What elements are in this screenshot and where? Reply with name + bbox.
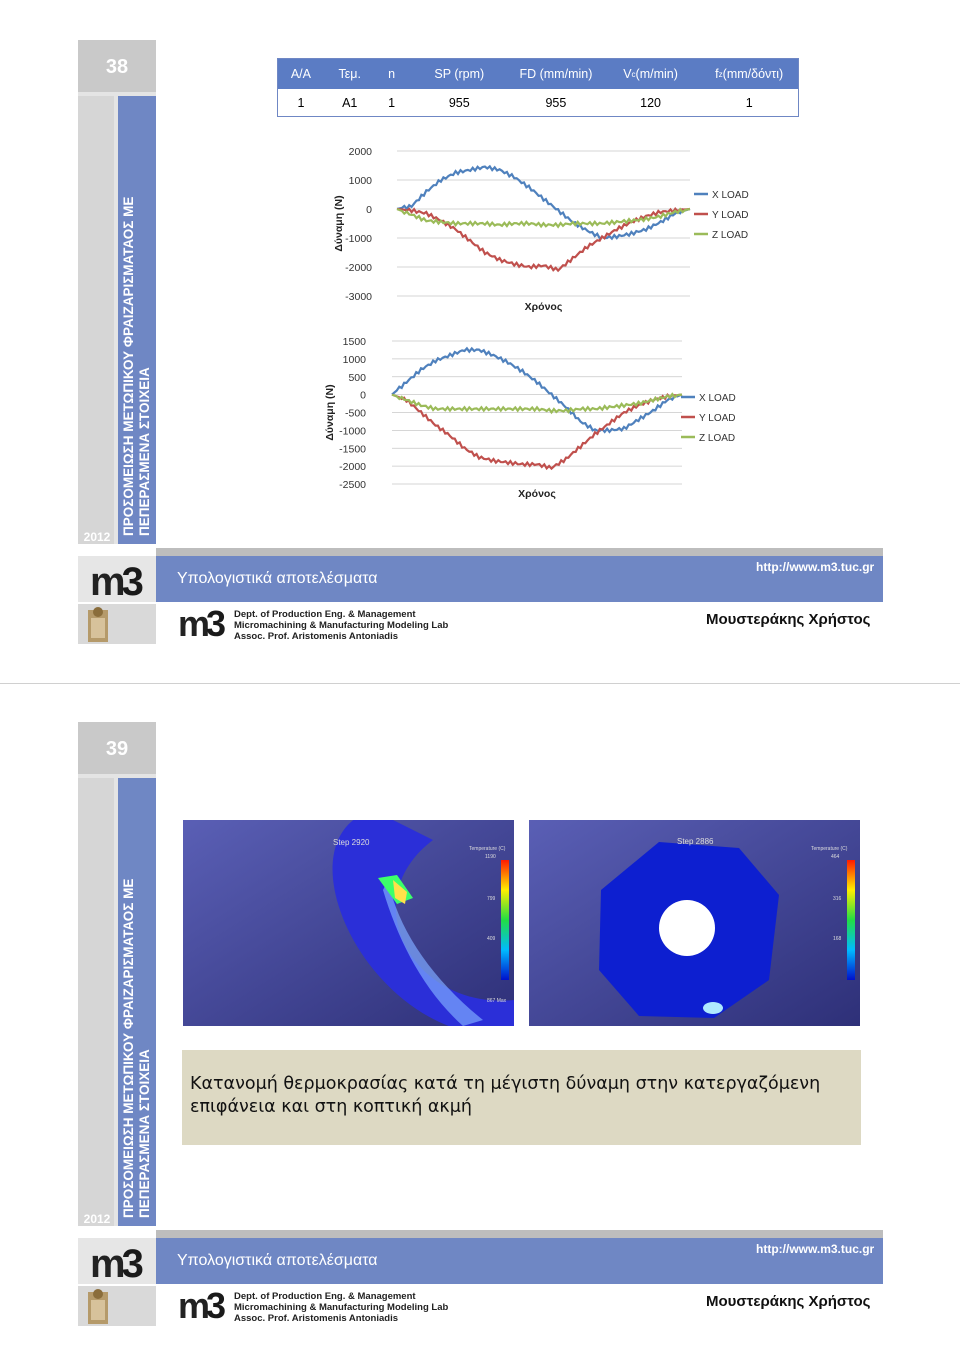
workpiece-temperature-icon: [183, 820, 514, 1026]
sidebar-title: ΠΡΟΣΟΜΕΙΩΣΗ ΜΕΤΩΠΙΚΟΥ ΦΡΑΙΖΑΡΙΣΜΑΤΑΟΣ ΜΕ ΠΕΠΕΡΑΣΜΕΝΑ ΣΤΟΙΧΕΙΑ: [121, 196, 152, 536]
y-tick-label: -500: [344, 407, 366, 420]
y-tick-label: -2500: [339, 479, 366, 491]
sim2-mid1: 316: [833, 896, 842, 902]
statue-cell: [78, 1286, 156, 1326]
lab-info: Dept. of Production Eng. & Management Micromachining & Manufacturing Modeling Lab Assoc. Prof. Aristomenis Antoniadis: [234, 1291, 449, 1324]
sidebar-year: 2012: [83, 530, 111, 544]
footer-title: Υπολογιστικά αποτελέσματα: [177, 570, 378, 587]
legend-label: Y LOAD: [699, 413, 736, 424]
footer-url[interactable]: http://www.m3.tuc.gr: [756, 1242, 875, 1256]
caption-text: Κατανομή θερμοκρασίας κατά τη μέγιστη δύναμη στην κατεργαζόμενη επιφάνεια και στη κοπτική ακμή: [190, 1074, 821, 1117]
series-line-z-load: [392, 394, 682, 412]
m3-logo-icon: m3: [90, 1242, 140, 1286]
statue-icon: [78, 1286, 156, 1326]
sim2-max: 464: [831, 854, 840, 860]
table-cell: 120: [640, 95, 661, 110]
table-cell: 955: [545, 95, 567, 110]
m3-lab-logo-icon: m3: [178, 1285, 223, 1326]
legend-label: X LOAD: [699, 393, 736, 404]
legend-label: X LOAD: [712, 190, 749, 201]
y-tick-label: 2000: [348, 146, 372, 158]
table-cell: 1: [745, 95, 753, 110]
y-tick-label: 500: [348, 371, 366, 384]
m3-logo-icon: m3: [90, 560, 140, 604]
table-cell: 1: [388, 95, 396, 110]
legend-label: Z LOAD: [712, 230, 749, 241]
sim2-mid2: 168: [833, 936, 842, 942]
sim1-step: Step 2920: [333, 838, 370, 847]
statue-icon: [78, 604, 156, 644]
sim2-legend-title: Temperature (C): [811, 846, 848, 852]
y-tick-label: -1000: [339, 425, 366, 438]
y-axis-label: Δύναμη (N): [333, 195, 345, 252]
y-tick-label: -2000: [345, 262, 372, 274]
y-tick-label: 1000: [342, 353, 366, 366]
header-aa: Α/Α: [290, 67, 311, 81]
y-tick-label: -1000: [345, 233, 372, 245]
y-tick-label: -1500: [339, 443, 366, 456]
sidebar-year: 2012: [83, 1212, 111, 1226]
sidebar-strip: [78, 778, 114, 1226]
y-axis-label: Δύναμη (N): [324, 384, 336, 441]
series-line-x-load: [392, 348, 682, 432]
statue-cell: [78, 604, 156, 644]
sim1-max: 1190: [485, 854, 496, 860]
y-tick-label: 1500: [342, 336, 366, 348]
sim1-legend-title: Temperature (C): [469, 846, 506, 852]
slide-number: 38: [105, 56, 129, 78]
simulation-workpiece-image: [183, 820, 514, 1026]
y-tick-label: -2000: [339, 461, 366, 474]
table-cell: 1: [297, 95, 305, 110]
legend-label: Z LOAD: [699, 433, 736, 444]
x-axis-label: Χρόνος: [518, 488, 556, 500]
x-axis-label: Χρόνος: [524, 301, 563, 313]
m3-lab-logo-icon: m3: [178, 603, 223, 644]
footer-title: Υπολογιστικά αποτελέσματα: [177, 1252, 378, 1269]
table-cell: 955: [448, 95, 470, 110]
header-fz: f z (mm/δόντι): [715, 67, 784, 81]
author-name: Μουστεράκης Χρήστος: [706, 1293, 871, 1310]
footer-url[interactable]: http://www.m3.tuc.gr: [756, 560, 875, 574]
sim1-mid1: 799: [487, 896, 496, 902]
series-line-x-load: [397, 166, 690, 238]
sim1-note: 867 Max: [487, 998, 507, 1004]
legend-label: Y LOAD: [712, 210, 749, 221]
y-tick-label: 1000: [348, 175, 372, 187]
footer-strip: [156, 548, 883, 556]
tool-temperature-icon: [529, 820, 860, 1026]
author-name: Μουστεράκης Χρήστος: [706, 611, 871, 628]
header-tem: Τεμ.: [338, 67, 361, 81]
footer-strip: [156, 1230, 883, 1238]
table-cell: A1: [342, 95, 358, 110]
header-sp: SP (rpm): [434, 67, 485, 81]
sim2-step: Step 2886: [677, 837, 714, 846]
lab-info: Dept. of Production Eng. & Management Micromachining & Manufacturing Modeling Lab Assoc. Prof. Aristomenis Antoniadis: [234, 609, 449, 642]
header-vc: V c (m/min): [623, 67, 678, 81]
slide-number: 39: [105, 738, 129, 760]
y-tick-label: 0: [366, 204, 372, 216]
header-n: n: [388, 67, 396, 81]
y-tick-label: 0: [360, 389, 366, 402]
slide-38: [0, 0, 960, 683]
sim1-mid2: 409: [487, 936, 496, 942]
sidebar-title: ΠΡΟΣΟΜΕΙΩΣΗ ΜΕΤΩΠΙΚΟΥ ΦΡΑΙΖΑΡΙΣΜΑΤΑΟΣ ΜΕ ΠΕΠΕΡΑΣΜΕΝΑ ΣΤΟΙΧΕΙΑ: [121, 878, 152, 1218]
simulation-tool-image: [529, 820, 860, 1026]
header-fd: FD (mm/min): [519, 67, 593, 81]
series-line-z-load: [397, 209, 690, 227]
y-tick-label: -3000: [345, 291, 372, 303]
